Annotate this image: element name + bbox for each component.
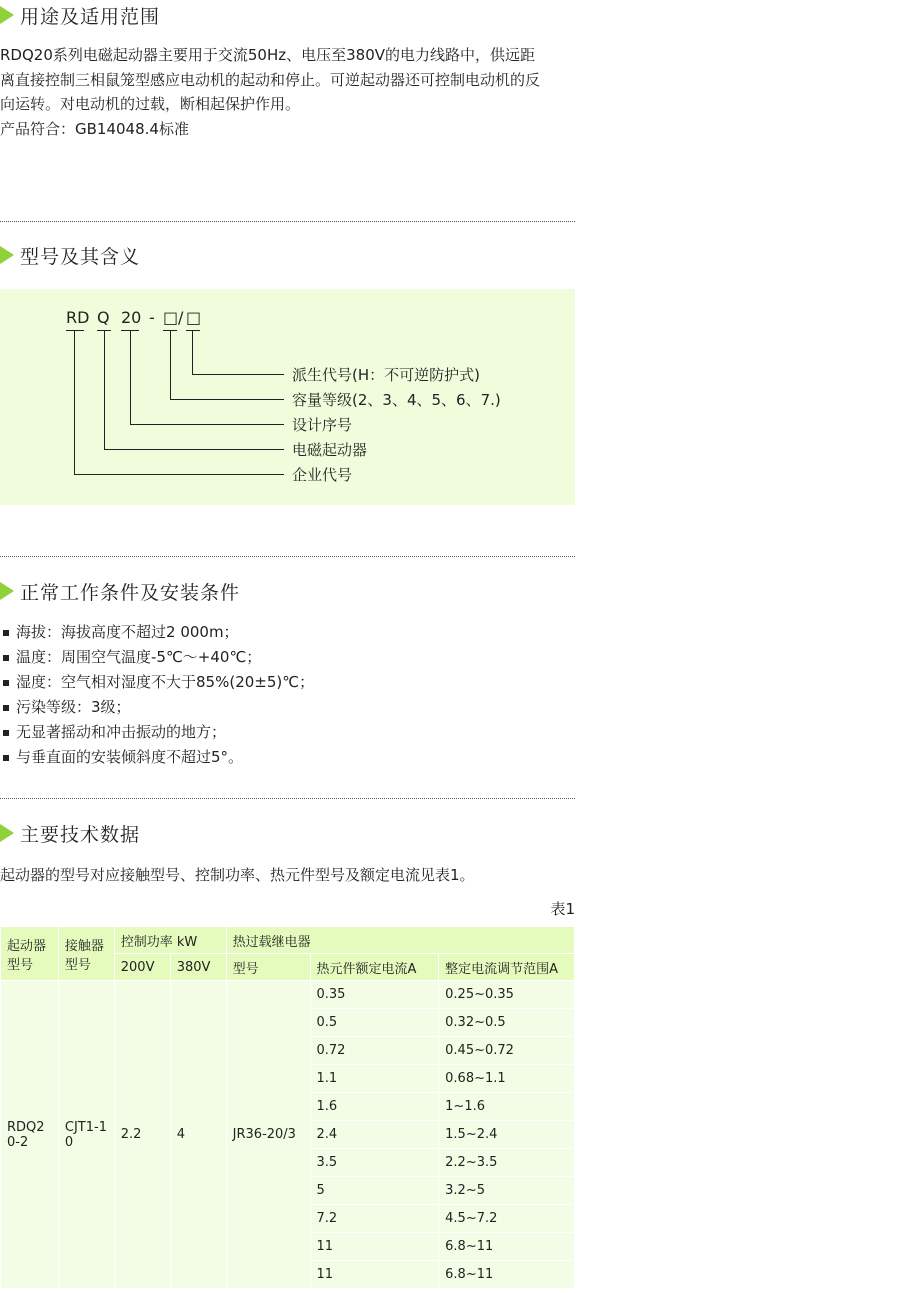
cell-rated-current: 1.1 <box>310 1065 439 1093</box>
label-magnetic-starter: 电磁起动器 <box>292 441 368 459</box>
leader-horizontal <box>130 424 284 425</box>
header-contactor-model: 接触器型号 <box>58 927 114 981</box>
list-item: 湿度：空气相对湿度不大于85%(20±5)℃； <box>0 670 314 695</box>
model-part-capacity-box: □ <box>163 308 179 327</box>
cell-setting-range: 0.32~0.5 <box>439 1009 575 1037</box>
cell-power-200v: 2.2 <box>114 981 170 1289</box>
dotted-divider <box>0 556 575 557</box>
cell-setting-range: 0.25~0.35 <box>439 981 575 1009</box>
usage-line: 离直接控制三相鼠笼型感应电动机的起动和停止。可逆起动器还可控制电动机的反 <box>0 70 541 89</box>
triangle-bullet-icon <box>0 582 14 600</box>
cell-setting-range: 2.2~3.5 <box>439 1149 575 1177</box>
square-bullet-icon <box>3 730 9 736</box>
header-200v: 200V <box>114 954 170 981</box>
square-bullet-icon <box>3 705 9 711</box>
section-title: 型号及其含义 <box>20 245 141 268</box>
tech-intro: 起动器的型号对应接触型号、控制功率、热元件型号及额定电流见表1。 <box>0 866 475 884</box>
section-title: 正常工作条件及安装条件 <box>20 581 241 604</box>
cell-contactor-model: CJT1-10 <box>58 981 114 1289</box>
leader-vertical <box>192 330 193 375</box>
usage-line: 向运转。对电动机的过载，断相起保护作用。 <box>0 95 301 113</box>
model-part-20: 20 <box>121 308 142 327</box>
table-caption: 表1 <box>550 900 575 918</box>
cell-rated-current: 7.2 <box>310 1205 439 1233</box>
spec-table <box>0 926 575 1289</box>
cell-rated-current: 2.4 <box>310 1121 439 1149</box>
dotted-divider <box>0 798 575 799</box>
leader-horizontal <box>192 374 284 375</box>
cell-rated-current: 1.6 <box>310 1093 439 1121</box>
underline-rd <box>66 330 84 331</box>
cell-setting-range: 1~1.6 <box>439 1093 575 1121</box>
header-380v: 380V <box>170 954 226 981</box>
list-item: 与垂直面的安装倾斜度不超过5°。 <box>0 745 314 770</box>
cell-rated-current: 5 <box>310 1177 439 1205</box>
cell-rated-current: 3.5 <box>310 1149 439 1177</box>
cell-setting-range: 0.45~0.72 <box>439 1037 575 1065</box>
cell-power-380v: 4 <box>170 981 226 1289</box>
list-item: 海拔：海拔高度不超过2 000m； <box>0 620 314 645</box>
dotted-divider <box>0 221 575 222</box>
label-company-code: 企业代号 <box>292 466 353 484</box>
leader-vertical <box>130 330 131 425</box>
section-heading-usage <box>0 0 160 30</box>
cell-setting-range: 4.5~7.2 <box>439 1205 575 1233</box>
list-item: 温度：周围空气温度-5℃～+40℃； <box>0 645 314 670</box>
header-power: 控制功率 kW <box>114 927 226 954</box>
conditions-list <box>0 620 314 770</box>
section-heading-conditions <box>0 576 240 606</box>
leader-horizontal <box>170 399 284 400</box>
square-bullet-icon <box>3 680 9 686</box>
square-bullet-icon <box>3 630 9 636</box>
header-setting-range: 整定电流调节范围A <box>439 954 575 981</box>
usage-line: RDQ20系列电磁起动器主要用于交流50Hz、电压至380V的电力线路中，供远距 <box>0 46 536 64</box>
list-item: 无显著摇动和冲击振动的地方； <box>0 720 314 745</box>
cell-rated-current: 11 <box>310 1233 439 1261</box>
cell-setting-range: 6.8~11 <box>439 1261 575 1289</box>
label-derivative-code: 派生代号(H：不可逆防护式) <box>292 366 480 384</box>
header-rated-current: 热元件额定电流A <box>310 954 439 981</box>
header-relay-model: 型号 <box>226 954 310 981</box>
cell-rated-current: 11 <box>310 1261 439 1289</box>
square-bullet-icon <box>3 755 9 761</box>
section-title: 主要技术数据 <box>20 823 141 846</box>
cell-rated-current: 0.72 <box>310 1037 439 1065</box>
list-item: 污染等级：3级； <box>0 695 314 720</box>
leader-vertical <box>74 330 75 475</box>
section-title: 用途及适用范围 <box>20 5 161 28</box>
section-heading-model <box>0 240 140 270</box>
usage-paragraph <box>0 43 580 141</box>
leader-horizontal <box>104 449 284 450</box>
leader-vertical <box>104 330 105 450</box>
model-part-rd: RD <box>66 308 90 327</box>
triangle-bullet-icon <box>0 824 14 842</box>
header-starter-model: 起动器型号 <box>1 927 59 981</box>
section-heading-tech <box>0 818 140 848</box>
model-part-q: Q <box>97 308 110 327</box>
cell-setting-range: 6.8~11 <box>439 1233 575 1261</box>
cell-relay-model: JR36-20/3 <box>226 981 310 1289</box>
cell-rated-current: 0.35 <box>310 981 439 1009</box>
triangle-bullet-icon <box>0 246 14 264</box>
model-part-slash: / <box>178 308 184 327</box>
table-row <box>1 981 575 1009</box>
label-design-number: 设计序号 <box>292 416 353 434</box>
leader-vertical <box>170 330 171 400</box>
cell-rated-current: 0.5 <box>310 1009 439 1037</box>
model-part-dash: - <box>149 308 155 327</box>
leader-horizontal <box>74 474 284 475</box>
header-relay: 热过载继电器 <box>226 927 574 954</box>
model-part-derivative-box: □ <box>186 308 202 327</box>
cell-setting-range: 0.68~1.1 <box>439 1065 575 1093</box>
standard-line: 产品符合：GB14048.4标准 <box>0 119 189 138</box>
label-capacity-grade: 容量等级(2、3、4、5、6、7.) <box>292 391 501 409</box>
underline-derivative <box>186 330 200 331</box>
triangle-bullet-icon <box>0 6 14 24</box>
cell-starter-model: RDQ20-2 <box>1 981 59 1289</box>
cell-setting-range: 1.5~2.4 <box>439 1121 575 1149</box>
square-bullet-icon <box>3 655 9 661</box>
cell-setting-range: 3.2~5 <box>439 1177 575 1205</box>
